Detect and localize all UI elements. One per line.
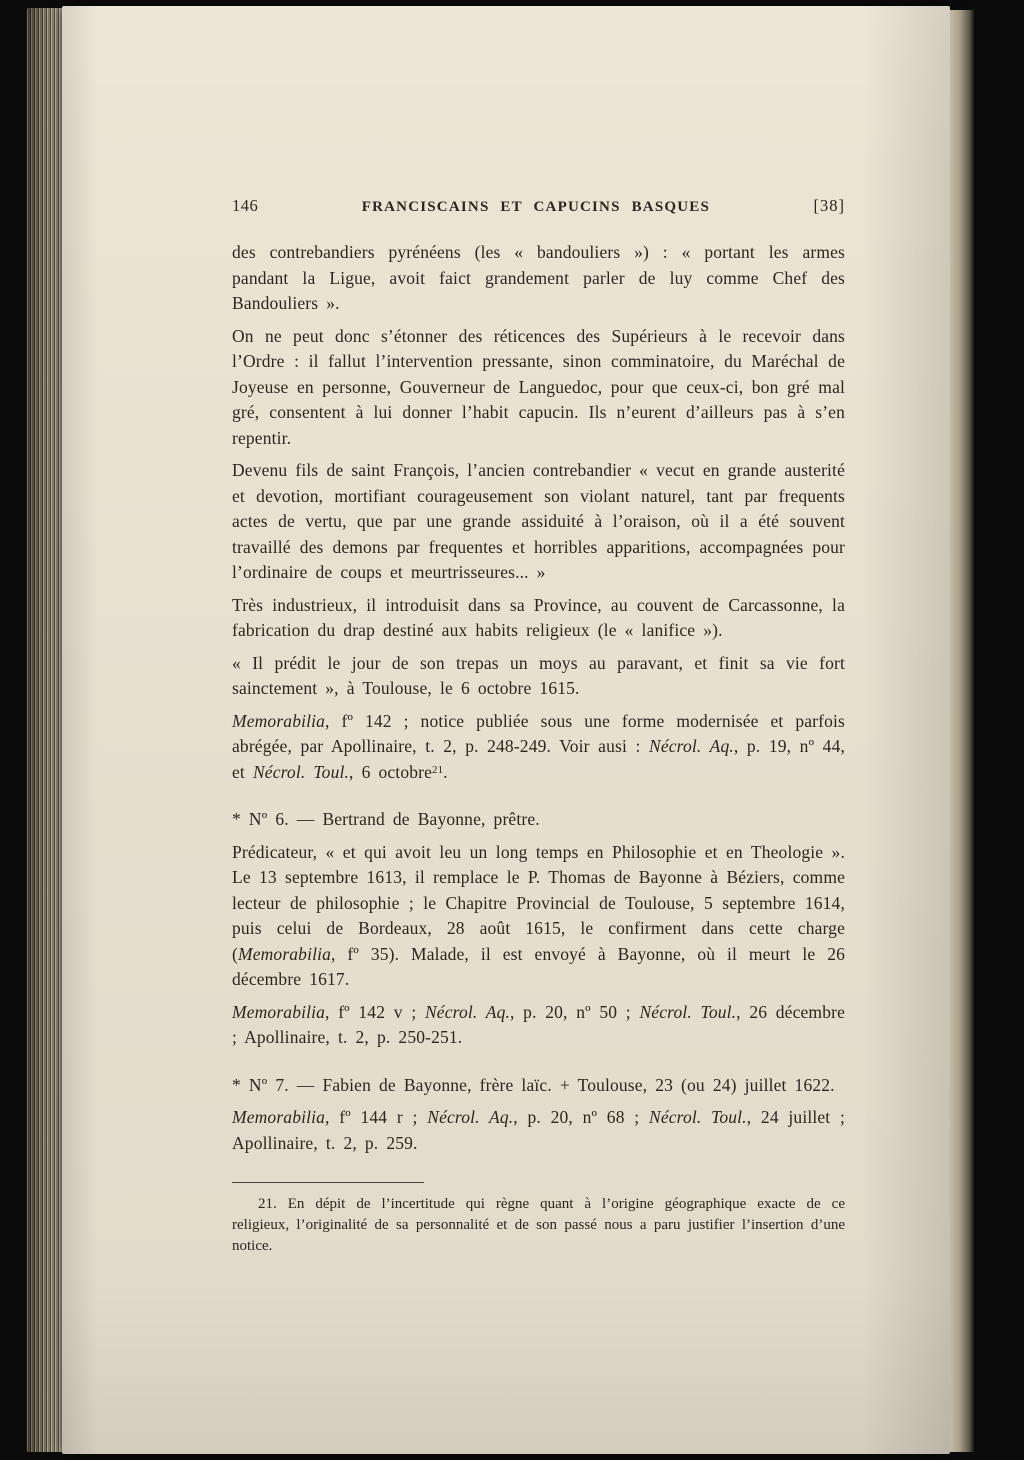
folio-number: [38] — [813, 196, 845, 215]
adjacent-page-edge — [950, 10, 974, 1452]
entry-heading: * Nº 7. — Fabien de Bayonne, frère laïc. + Toulouse, 23 (ou 24) juillet 1622. — [232, 1074, 835, 1095]
page-number: 146 — [232, 196, 259, 215]
footnote-text: 21. En dépit de l’incertitude qui règne quant à l’origine géographique exacte de ce religieux, l’originalité de sa personnalité et de son passé nous a paru justifier l’insertion d’une notice. — [232, 1196, 845, 1254]
text-block — [62, 6, 950, 1257]
footnote-rule — [232, 1182, 424, 1183]
page-header — [232, 196, 845, 216]
reference-paragraph: Memorabilia, fº 144 r ; Nécrol. Aq., p. 20, nº 68 ; Nécrol. Toul., 24 juillet ; Apollinaire, t. 2, p. 259. — [232, 1107, 845, 1153]
page-edges — [26, 8, 64, 1452]
book-page — [62, 6, 950, 1454]
reference-paragraph: Memorabilia, fº 142 v ; Nécrol. Aq., p. 20, nº 50 ; Nécrol. Toul., 26 décembre ; Apollinaire, t. 2, p. 250-251. — [232, 1001, 845, 1047]
body-paragraph: Prédicateur, « et qui avoit leu un long temps en Philosophie et en Theologie ». Le 13 septembre 1613, il remplace le P. Thomas de Bayonne à Béziers, comme lecteur de philosophie ; le Chapitre Provincial de Toulouse, 5 septembre 1614, puis celui de Bordeaux, 28 août 1615, le confirment dans cette charge (Memorabilia, fº 35). Malade, il est envoyé à Bayonne, où il meurt le 26 décembre 1617. — [232, 841, 845, 989]
reference-paragraph: Memorabilia, fº 142 ; notice publiée sous une forme modernisée et parfois abrégée, par Apollinaire, t. 2, p. 248-249. Voir ausi : Nécrol. Aq., p. 19, nº 44, et Nécrol. Toul., 6 octobre$^{21}$. — [232, 710, 845, 782]
body-paragraph: « Il prédit le jour de son trepas un moys au paravant, et finit sa vie fort sainctement », à Toulouse, le 6 octobre 1615. — [232, 652, 845, 698]
body-paragraph: Très industrieux, il introduisit dans sa Province, au couvent de Carcassonne, la fabrication du drap destiné aux habits religieux (le « lanifice »). — [232, 594, 845, 640]
body-paragraph: On ne peut donc s’étonner des réticences des Supérieurs à le recevoir dans l’Ordre : il fallut l’intervention pressante, sinon comminatoire, du Maréchal de Joyeuse en personne, Gouverneur de Languedoc, pour que ceux-ci, bon gré mal gré, consentent à lui donner l’habit capucin. Ils n’eurent d’ailleurs pas à s’en repentir. — [232, 325, 845, 448]
body-paragraph: Devenu fils de saint François, l’ancien contrebandier « vecut en grande austerité et devotion, mortifiant courageusement son violant naturel, tant par frequents actes de vertu, que par une grande assiduité à l’oraison, où il a été souvent travaillé des demons par frequentes et horribles apparitions, accompagnées pour l’ordinaire de coups et meurtrisseures... » — [232, 460, 845, 582]
entry-heading: * Nº 6. — Bertrand de Bayonne, prêtre. — [232, 809, 540, 829]
running-title: FRANCISCAINS ET CAPUCINS BASQUES — [361, 199, 711, 215]
body-paragraph: des contrebandiers pyrénéens (les « bandouliers ») : « portant les armes pandant la Ligue, avoit faict grandement parler de luy comme Chef des Bandouliers ». — [232, 242, 845, 313]
footnote-section — [232, 1182, 845, 1257]
